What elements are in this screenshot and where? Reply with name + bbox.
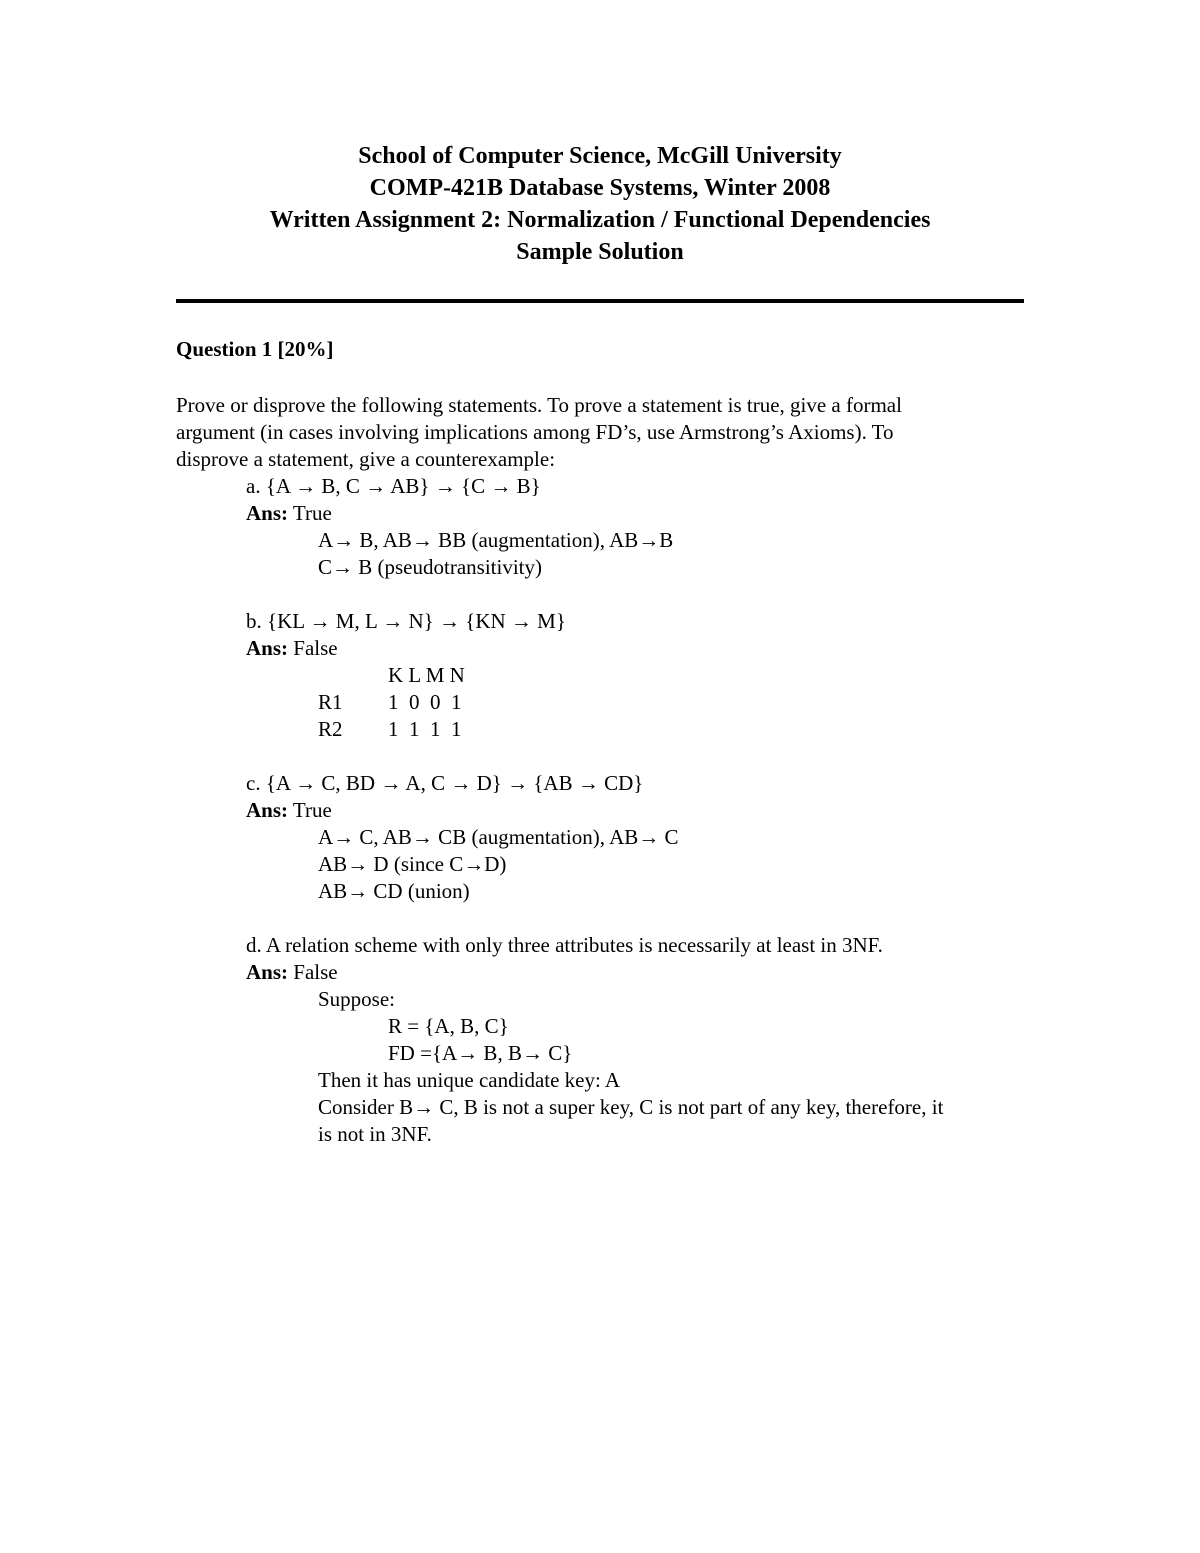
part-c-step-2: AB→ D (since C→D) — [318, 852, 507, 876]
part-b-statement: b. {KL → M, L → N} → {KN → M} — [246, 609, 566, 633]
question-heading: Question 1 [20%] — [176, 337, 334, 361]
part-a-step-1: A→ B, AB→ BB (augmentation), AB→B — [318, 528, 674, 552]
part-d-relation: R = {A, B, C} — [388, 1014, 509, 1038]
ans-label: Ans: — [246, 960, 289, 984]
row-label: R1 — [318, 690, 343, 714]
row-values: 1 1 1 1 — [388, 717, 462, 741]
part-d-fd: FD ={A→ B, B→ C} — [388, 1041, 573, 1065]
assignment-title: Written Assignment 2: Normalization / Functional Dependencies — [269, 207, 931, 233]
title-block — [0, 140, 1200, 268]
intro-line-1: Prove or disprove the following statements. To prove a statement is true, give a formal — [176, 393, 902, 417]
part-c-statement: c. {A → C, BD → A, C → D} → {AB → CD} — [246, 771, 644, 795]
school-title: School of Computer Science, McGill University — [358, 143, 842, 169]
part-c-step-1: A→ C, AB→ CB (augmentation), AB→ C — [318, 825, 679, 849]
solution-title: Sample Solution — [516, 239, 684, 265]
table-header: K L M N — [388, 663, 465, 687]
part-d-consider-2: is not in 3NF. — [318, 1122, 432, 1146]
ans-label: Ans: — [246, 636, 289, 660]
part-c-step-3: AB→ CD (union) — [318, 879, 470, 903]
part-a-statement: a. {A → B, C → AB} → {C → B} — [246, 474, 541, 498]
part-d-consider-1: Consider B→ C, B is not a super key, C is not part of any key, therefore, it — [318, 1095, 944, 1119]
part-a-answer — [246, 500, 332, 527]
part-b-answer-value: False — [288, 636, 338, 660]
part-d-then: Then it has unique candidate key: A — [318, 1068, 621, 1092]
part-c-answer — [246, 797, 332, 824]
part-a-answer-value: True — [288, 501, 332, 525]
row-label: R2 — [318, 717, 343, 741]
ans-label: Ans: — [246, 798, 289, 822]
ans-label: Ans: — [246, 501, 289, 525]
intro-line-2: argument (in cases involving implications among FD’s, use Armstrong’s Axioms). To — [176, 420, 894, 444]
part-d-suppose: Suppose: — [318, 987, 396, 1011]
part-d-statement: d. A relation scheme with only three attributes is necessarily at least in 3NF. — [246, 933, 883, 957]
intro-line-3: disprove a statement, give a counterexample: — [176, 447, 556, 471]
row-values: 1 0 0 1 — [388, 690, 462, 714]
course-title: COMP-421B Database Systems, Winter 2008 — [369, 175, 831, 201]
part-d-answer-value: False — [288, 960, 338, 984]
part-c-answer-value: True — [288, 798, 332, 822]
part-d-answer — [246, 959, 338, 986]
part-a-step-2: C→ B (pseudotransitivity) — [318, 555, 542, 579]
horizontal-rule — [176, 299, 1024, 303]
part-b-answer — [246, 635, 338, 662]
